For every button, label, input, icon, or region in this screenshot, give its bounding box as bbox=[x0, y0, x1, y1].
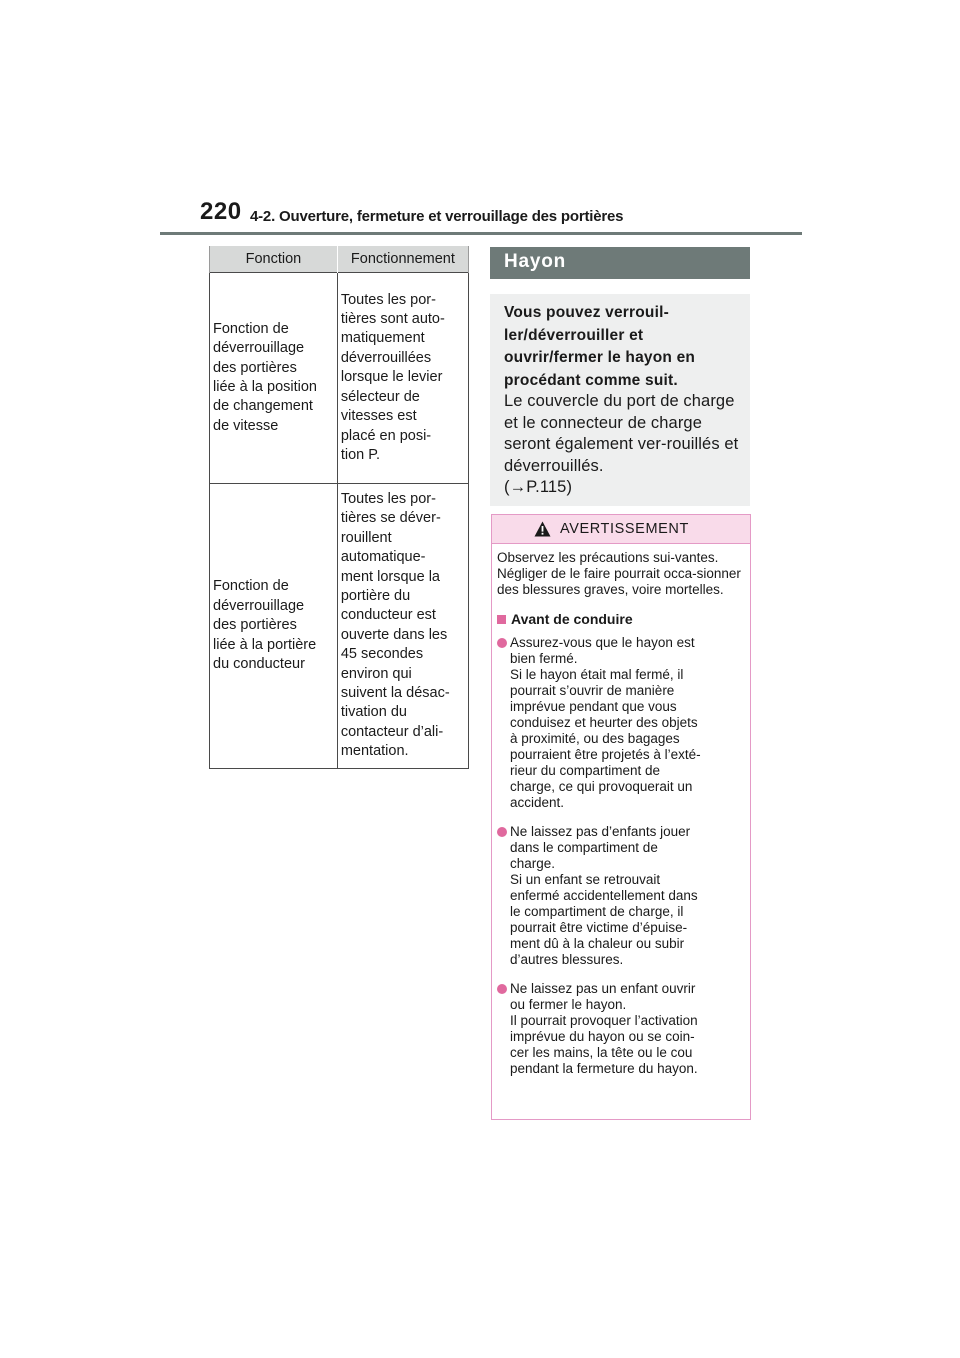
text-line: conduisez et heurter des objets bbox=[510, 715, 698, 730]
column-header-function: Fonction bbox=[210, 246, 338, 273]
text-line: de vitesse bbox=[213, 417, 279, 434]
text-line: ment dû à la chaleur ou subir bbox=[510, 936, 685, 951]
text-line: imprévue du hayon ou se coin- bbox=[510, 1029, 695, 1044]
text-line: contacteur d’ali- bbox=[340, 723, 444, 740]
text-line: tières sont auto- bbox=[340, 311, 445, 328]
function-cell bbox=[210, 484, 338, 769]
operation-cell bbox=[337, 273, 468, 484]
text-line: Ne laissez pas un enfant ouvrir bbox=[510, 981, 696, 996]
page-reference-link[interactable]: (→P.115) bbox=[504, 478, 573, 496]
text-line: des portières bbox=[213, 359, 297, 376]
warning-box bbox=[491, 514, 751, 1120]
text-line: cer les mains, la tête ou le cou bbox=[510, 1045, 693, 1060]
text-line: liée à la portière bbox=[213, 636, 317, 653]
text-line: ment lorsque la bbox=[340, 568, 440, 585]
intro-sentence: Le couvercle du port de charge et le connecteur de charge seront également ver-rouillés et déverrouillés. bbox=[504, 392, 739, 475]
table-row bbox=[210, 273, 469, 484]
warning-section-label: Avant de conduire bbox=[511, 611, 633, 627]
warning-header bbox=[492, 515, 750, 544]
list-item-text bbox=[510, 635, 743, 811]
header-rule bbox=[160, 232, 802, 235]
intro-box bbox=[490, 294, 750, 506]
text-line: accident. bbox=[510, 795, 565, 810]
list-item bbox=[497, 981, 743, 1077]
text-line: ouverte dans les bbox=[340, 626, 448, 643]
text-line: d’autres blessures. bbox=[510, 952, 624, 967]
circle-bullet-icon bbox=[497, 984, 510, 994]
text-line: suivent la désac- bbox=[340, 685, 450, 702]
text-line: conducteur est bbox=[340, 607, 436, 624]
column-header-operation: Fonctionnement bbox=[337, 246, 468, 273]
table-row bbox=[210, 484, 469, 769]
warning-triangle-icon bbox=[534, 521, 551, 537]
section-title: Hayon bbox=[504, 251, 567, 272]
text-line: ou fermer le hayon. bbox=[510, 997, 627, 1012]
text-line: dans le compartiment de bbox=[510, 840, 658, 855]
circle-bullet-icon bbox=[497, 827, 510, 837]
text-line: Fonction de bbox=[213, 320, 289, 337]
text-line: déverrouillées bbox=[340, 349, 432, 366]
text-line: Assurez-vous que le hayon est bbox=[510, 635, 695, 650]
text-line: 45 secondes bbox=[340, 646, 424, 663]
text-line: automatique- bbox=[340, 549, 426, 566]
text-line: charge, ce qui provoquerait un bbox=[510, 779, 693, 794]
text-line: vitesses est bbox=[340, 408, 417, 425]
text-line: Ne laissez pas d’enfants jouer bbox=[510, 824, 691, 839]
warning-intro: Observez les précautions sui-vantes. Négliger de le faire pourrait occa-sionner des blessures graves, voire mortelles. bbox=[497, 550, 741, 597]
list-item-text bbox=[510, 824, 743, 968]
text-line: mentation. bbox=[340, 743, 409, 760]
operation-cell bbox=[337, 484, 468, 769]
text-line: portière du bbox=[340, 588, 411, 605]
warning-section-heading bbox=[497, 611, 743, 627]
text-line: pourrait s’ouvrir de manière bbox=[510, 683, 675, 698]
text-line: Fonction de bbox=[213, 578, 289, 595]
text-line: imprévue pendant que vous bbox=[510, 699, 677, 714]
intro-bold-text: Vous pouvez verrouil-ler/déverrouiller et ouvrir/fermer le hayon en procédant comme suit. bbox=[504, 304, 696, 389]
text-line: enfermé accidentellement dans bbox=[510, 888, 698, 903]
text-line: du conducteur bbox=[213, 655, 305, 672]
page-number: 220 bbox=[200, 198, 242, 225]
text-line: bien fermé. bbox=[510, 651, 578, 666]
text-line: Si le hayon était mal fermé, il bbox=[510, 667, 684, 682]
text-line: Si un enfant se retrouvait bbox=[510, 872, 661, 887]
text-line: lorsque le levier bbox=[340, 369, 443, 386]
text-line: tion P. bbox=[340, 446, 381, 463]
list-item-text bbox=[510, 981, 743, 1077]
section-title-bar bbox=[490, 247, 750, 279]
text-line: Il pourrait provoquer l’activation bbox=[510, 1013, 698, 1028]
list-item bbox=[497, 824, 743, 968]
circle-bullet-icon bbox=[497, 638, 510, 648]
function-table bbox=[209, 246, 469, 769]
text-line: environ qui bbox=[340, 665, 412, 682]
text-line: sélecteur de bbox=[340, 388, 420, 405]
warning-title: AVERTISSEMENT bbox=[560, 521, 689, 537]
text-line: Toutes les por- bbox=[340, 291, 436, 308]
text-line: rouillent bbox=[340, 529, 392, 546]
text-line: Toutes les por- bbox=[340, 491, 436, 507]
text-line: liée à la position bbox=[213, 379, 317, 395]
text-line: déverrouillage bbox=[213, 597, 305, 614]
table-header-row bbox=[210, 246, 469, 273]
text-line: charge. bbox=[510, 856, 556, 871]
text-line: des portières bbox=[213, 617, 297, 634]
text-line: matiquement bbox=[340, 330, 425, 347]
square-bullet-icon bbox=[497, 615, 506, 624]
text-line: tières se déver- bbox=[340, 510, 441, 527]
text-line: tivation du bbox=[340, 704, 407, 721]
text-line: placé en posi- bbox=[340, 427, 432, 444]
warning-body bbox=[497, 550, 743, 1077]
text-line: pendant la fermeture du hayon. bbox=[510, 1061, 698, 1076]
text-line: pourrait être victime d’épuise- bbox=[510, 920, 688, 935]
text-line: rieur du compartiment de bbox=[510, 763, 661, 778]
text-line: de changement bbox=[213, 398, 313, 415]
intro-text bbox=[504, 391, 744, 499]
chapter-title: 4-2. Ouverture, fermeture et verrouillage des portières bbox=[250, 208, 624, 225]
list-item bbox=[497, 635, 743, 811]
text-line: à proximité, ou des bagages bbox=[510, 731, 680, 746]
text-line: pourraient être projetés à l’exté- bbox=[510, 747, 701, 762]
text-line: le compartiment de charge, il bbox=[510, 904, 684, 919]
function-cell bbox=[210, 273, 338, 484]
text-line: déverrouillage bbox=[213, 340, 305, 357]
